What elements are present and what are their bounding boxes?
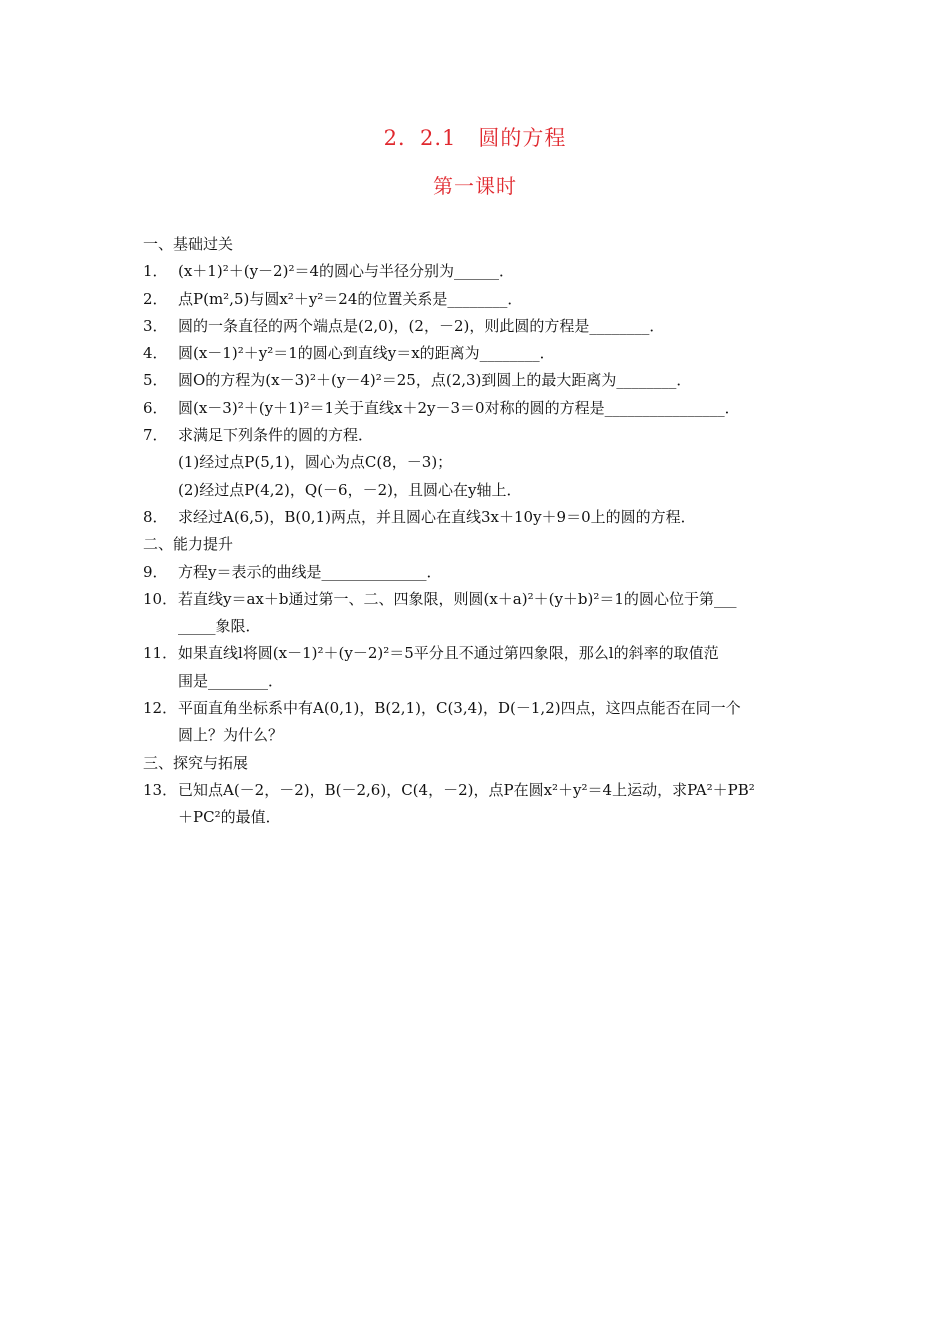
exercise-continuation — [143, 722, 808, 749]
exercise-item — [143, 367, 808, 394]
exercise-text: ＋PC²的最值． — [178, 808, 281, 827]
exercise-text: (2)经过点P(4,2)，Q(－6，－2)，且圆心在y轴上． — [178, 480, 522, 499]
exercise-number: 9． — [143, 562, 168, 581]
exercise-text: 圆O的方程为(x－3)²＋(y－4)²＝25，点(2,3)到圆上的最大距离为________． — [178, 371, 692, 390]
section-heading — [143, 750, 808, 777]
exercise-item — [143, 286, 808, 313]
exercise-item — [143, 340, 808, 367]
exercise-text: 平面直角坐标系中有A(0,1)，B(2,1)，C(3,4)，D(－1,2)四点，这四点能否在同一个 — [178, 699, 741, 718]
exercise-continuation — [143, 668, 808, 695]
exercise-text: _____象限． — [178, 617, 261, 636]
exercise-list — [143, 231, 808, 832]
exercise-text: 围是________． — [178, 671, 284, 690]
exercise-item — [143, 640, 808, 667]
exercise-continuation — [143, 449, 808, 476]
exercise-text: 求满足下列条件的圆的方程． — [178, 426, 374, 445]
exercise-continuation — [143, 613, 808, 640]
exercise-text: 点P(m²,5)与圆x²＋y²＝24的位置关系是________． — [178, 289, 523, 308]
exercise-number: 8． — [143, 507, 168, 526]
section-heading — [143, 531, 808, 558]
exercise-number: 7． — [143, 426, 168, 445]
exercise-number: 3． — [143, 316, 168, 335]
exercise-text: 圆上？为什么？ — [178, 726, 284, 745]
exercise-item — [143, 777, 808, 804]
exercise-number: 11． — [143, 644, 178, 663]
exercise-number: 1． — [143, 262, 168, 281]
exercise-text: 若直线y＝ax＋b通过第一、二、四象限，则圆(x＋a)²＋(y＋b)²＝1的圆心位于第___ — [178, 589, 737, 608]
exercise-number: 13． — [143, 780, 178, 799]
exercise-text: 圆(x－1)²＋y²＝1的圆心到直线y＝x的距离为________． — [178, 344, 555, 363]
exercise-number: 2． — [143, 289, 168, 308]
exercise-number: 10． — [143, 589, 178, 608]
exercise-item — [143, 695, 808, 722]
exercise-number: 12． — [143, 699, 178, 718]
exercise-continuation — [143, 804, 808, 831]
exercise-text: 求经过A(6,5)，B(0,1)两点，并且圆心在直线3x＋10y＋9＝0上的圆的方程． — [178, 507, 696, 526]
exercise-text: 圆的一条直径的两个端点是(2,0)，(2，－2)，则此圆的方程是________． — [178, 316, 665, 335]
exercise-text: (x＋1)²＋(y－2)²＝4的圆心与半径分别为______． — [178, 262, 515, 281]
exercise-text: 如果直线l将圆(x－1)²＋(y－2)²＝5平分且不通过第四象限，那么l的斜率的取值范 — [178, 644, 719, 663]
exercise-text: (1)经过点P(5,1)，圆心为点C(8，－3)； — [178, 453, 453, 472]
exercise-text: 方程y＝表示的曲线是______________． — [178, 562, 442, 581]
section-heading — [143, 231, 808, 258]
exercise-text: 圆(x－3)²＋(y＋1)²＝1关于直线x＋2y－3＝0对称的圆的方程是________________． — [178, 398, 740, 417]
section-heading-text: 一、基础过关 — [143, 235, 234, 253]
exercise-item — [143, 559, 808, 586]
exercise-item — [143, 586, 808, 613]
exercise-item — [143, 395, 808, 422]
section-heading-text: 二、能力提升 — [143, 535, 234, 554]
exercise-text: 已知点A(－2，－2)，B(－2,6)，C(4，－2)，点P在圆x²＋y²＝4上运动，求PA²＋PB² — [178, 780, 755, 799]
exercise-continuation — [143, 477, 808, 504]
document-title: 2．2.1 圆的方程 — [383, 126, 567, 150]
exercise-item — [143, 504, 808, 531]
exercise-number: 5． — [143, 371, 168, 390]
document-subtitle: 第一课时 — [433, 174, 517, 198]
exercise-number: 4． — [143, 344, 168, 363]
exercise-item — [143, 422, 808, 449]
section-heading-text: 三、探究与拓展 — [143, 753, 249, 772]
exercise-item — [143, 258, 808, 285]
exercise-number: 6． — [143, 398, 168, 417]
exercise-item — [143, 313, 808, 340]
